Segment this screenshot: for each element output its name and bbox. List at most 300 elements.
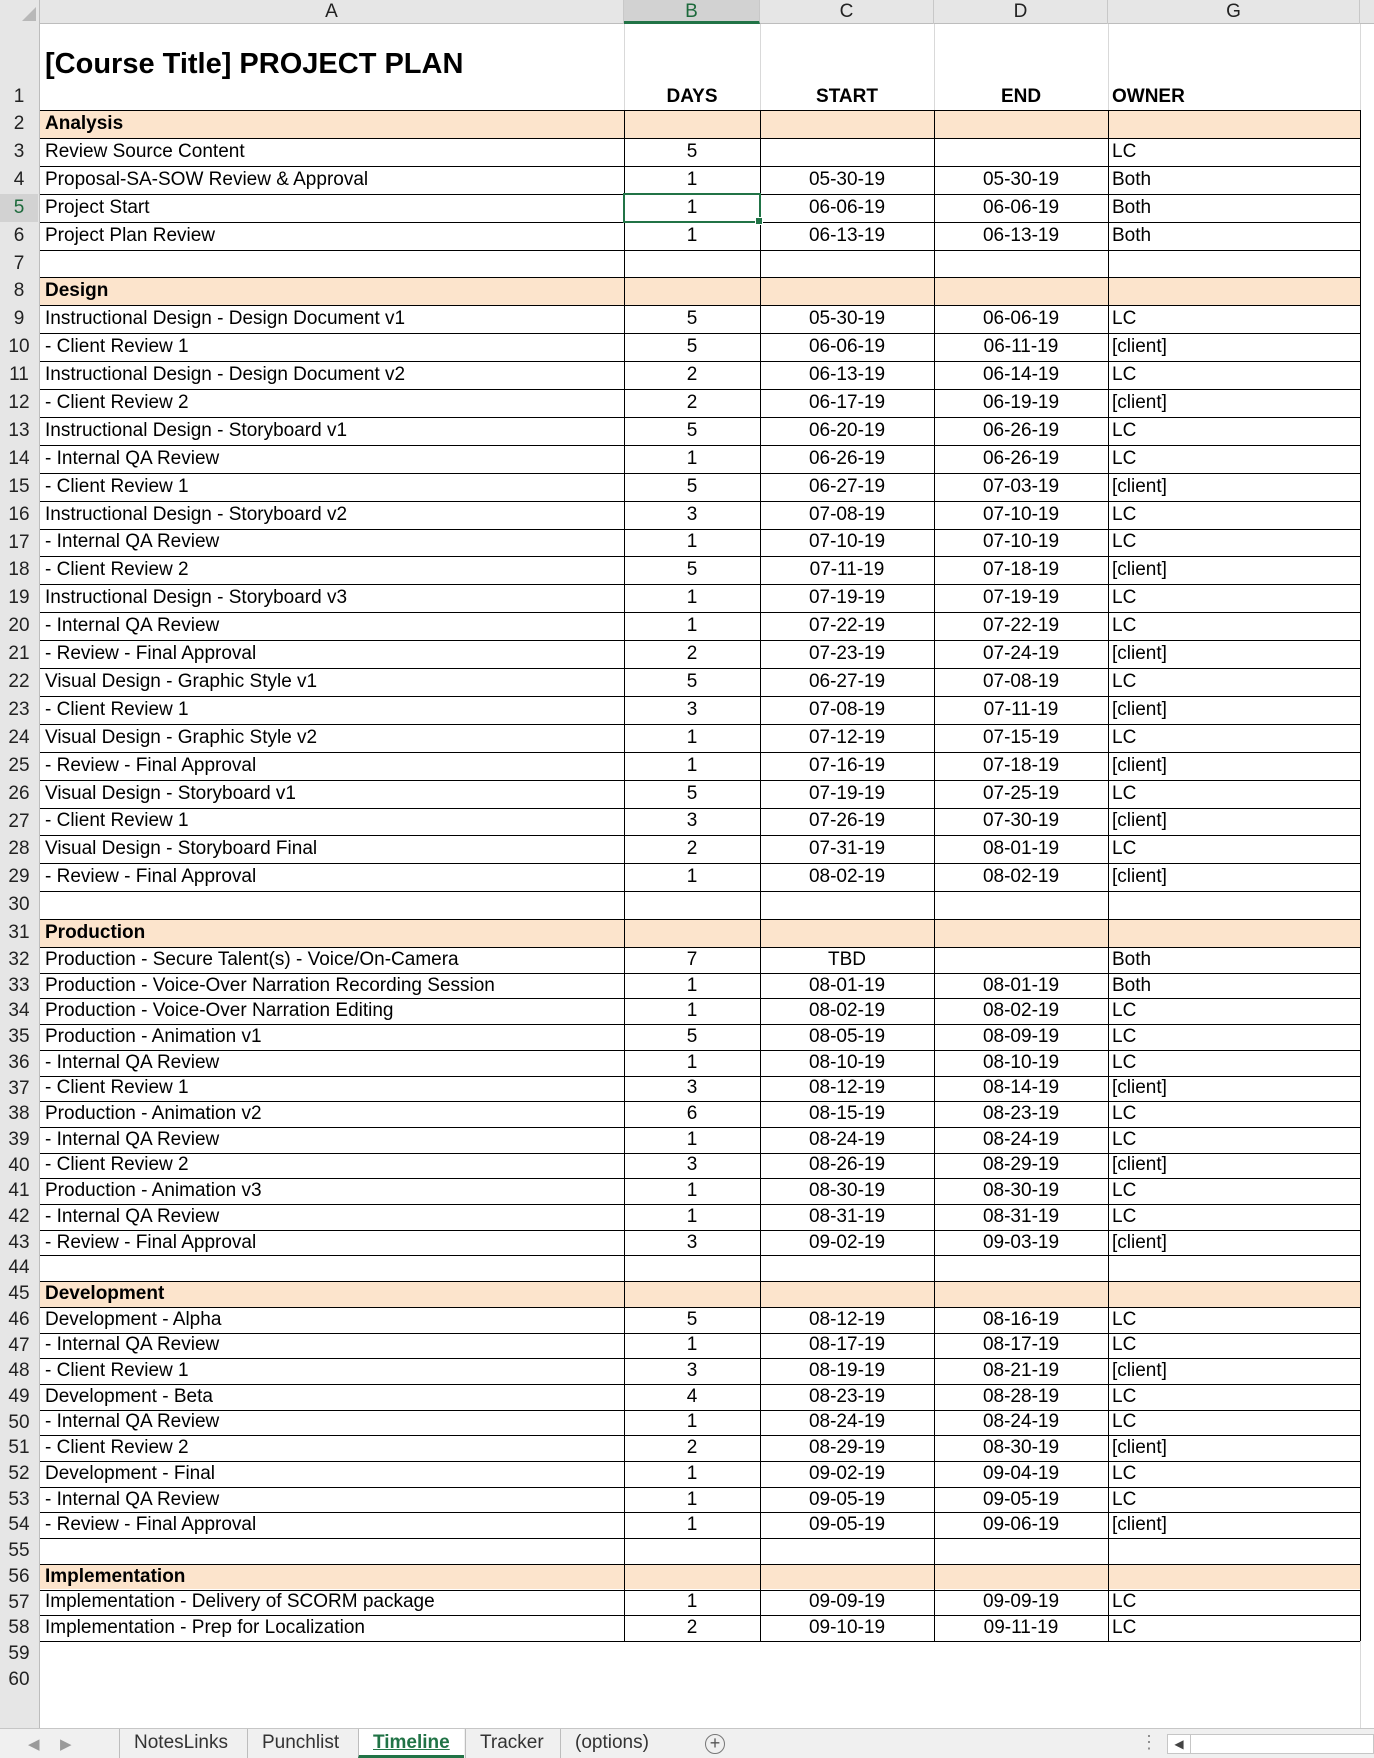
row-number[interactable]: 47 [8,1334,30,1356]
task-cell[interactable]: - Internal QA Review [45,1334,220,1356]
sheet-tab[interactable]: Punchlist [247,1729,353,1758]
task-cell[interactable]: - Review - Final Approval [45,754,257,776]
row-number[interactable]: 10 [8,336,30,358]
end-cell[interactable]: 06-06-19 [982,308,1060,330]
owner-cell[interactable]: [client] [1112,1360,1167,1382]
start-cell[interactable]: 06-17-19 [808,391,886,413]
row-number[interactable]: 21 [8,643,30,665]
days-cell[interactable]: 6 [686,1103,698,1125]
task-cell[interactable]: Development - Alpha [45,1308,222,1330]
task-cell[interactable]: Visual Design - Graphic Style v1 [45,670,318,692]
days-cell[interactable]: 1 [686,615,698,637]
owner-cell[interactable]: [client] [1112,1437,1167,1459]
row-number[interactable]: 37 [8,1077,30,1099]
end-cell[interactable]: 06-19-19 [982,391,1060,413]
start-cell[interactable]: 08-02-19 [808,1000,886,1022]
owner-cell[interactable]: LC [1112,1205,1137,1227]
task-cell[interactable]: - Client Review 2 [45,559,189,581]
row-number[interactable]: 28 [8,838,30,860]
scroll-first-sheet-icon[interactable]: ◀ [28,1736,40,1753]
task-cell[interactable]: - Client Review 2 [45,391,189,413]
end-cell[interactable]: 07-24-19 [982,643,1060,665]
days-cell[interactable]: 5 [686,782,698,804]
task-cell[interactable]: - Review - Final Approval [45,1514,257,1536]
row-number[interactable]: 44 [8,1257,30,1279]
row-number[interactable]: 57 [8,1591,30,1613]
owner-cell[interactable]: Both [1112,974,1152,996]
row-number[interactable]: 60 [8,1668,30,1690]
end-cell[interactable]: 06-06-19 [982,196,1060,218]
end-cell[interactable]: 06-13-19 [982,224,1060,246]
task-cell[interactable]: Visual Design - Storyboard v1 [45,782,296,804]
end-cell[interactable]: 07-08-19 [982,670,1060,692]
row-number[interactable]: 40 [8,1154,30,1176]
end-cell[interactable]: 07-03-19 [982,475,1060,497]
triangle-left-icon[interactable]: ◀ [1168,1735,1191,1753]
row-number[interactable]: 33 [8,974,30,996]
days-cell[interactable]: 5 [686,140,698,162]
start-cell[interactable]: 06-13-19 [808,224,886,246]
days-cell[interactable]: 1 [686,1128,698,1150]
owner-cell[interactable]: LC [1112,1025,1137,1047]
days-cell[interactable]: 1 [686,754,698,776]
task-cell[interactable]: Proposal-SA-SOW Review & Approval [45,168,369,190]
row-number[interactable]: 7 [13,252,25,274]
section-title[interactable]: Analysis [45,112,124,134]
sheet-tab[interactable]: Tracker [465,1729,558,1758]
task-cell[interactable]: Instructional Design - Storyboard v2 [45,503,348,525]
start-cell[interactable]: 05-30-19 [808,168,886,190]
row-number[interactable]: 50 [8,1411,30,1433]
owner-cell[interactable]: LC [1112,1488,1137,1510]
days-cell[interactable]: 1 [686,1514,698,1536]
end-cell[interactable]: 07-10-19 [982,503,1060,525]
end-cell[interactable]: 08-02-19 [982,1000,1060,1022]
days-cell[interactable]: 2 [686,1437,698,1459]
days-cell[interactable]: 1 [686,1180,698,1202]
row-number[interactable]: 32 [8,949,30,970]
days-cell[interactable]: 1 [686,1488,698,1510]
days-cell[interactable]: 2 [686,643,698,665]
column-header-d[interactable]: D [934,0,1108,24]
row-number[interactable]: 11 [9,364,29,386]
row-number[interactable]: 27 [8,810,30,832]
task-cell[interactable]: Project Start [45,196,150,218]
owner-cell[interactable]: LC [1112,531,1137,553]
days-cell[interactable]: 1 [686,587,698,609]
owner-cell[interactable]: LC [1112,1385,1137,1407]
row-number[interactable]: 52 [8,1463,30,1484]
task-cell[interactable]: Production - Voice-Over Narration Recording Session [45,974,495,996]
task-cell[interactable]: Instructional Design - Design Document v2 [45,364,406,386]
start-cell[interactable]: 08-29-19 [808,1437,886,1459]
task-cell[interactable]: - Client Review 1 [45,1360,189,1382]
days-cell[interactable]: 3 [686,1231,698,1253]
section-title[interactable]: Production [45,922,146,944]
owner-cell[interactable]: [client] [1112,643,1167,665]
start-cell[interactable]: 08-01-19 [808,974,886,996]
row-number[interactable]: 45 [8,1283,30,1305]
row-number[interactable]: 19 [8,587,30,609]
owner-cell[interactable]: LC [1112,1308,1137,1330]
owner-cell[interactable]: [client] [1112,336,1167,358]
days-cell[interactable]: 1 [686,1051,698,1073]
row-number[interactable]: 58 [8,1617,30,1639]
start-header[interactable]: START [816,86,878,107]
start-cell[interactable]: TBD [828,948,866,970]
start-cell[interactable]: 08-30-19 [808,1180,886,1202]
task-cell[interactable]: Development - Beta [45,1385,213,1407]
row-number[interactable]: 8 [13,280,25,302]
row-number[interactable]: 22 [8,671,30,692]
start-cell[interactable]: 06-06-19 [808,196,886,218]
row-number[interactable]: 55 [8,1540,30,1562]
row-number[interactable]: 9 [13,308,25,330]
owner-header[interactable]: OWNER [1112,86,1185,107]
start-cell[interactable]: 07-19-19 [808,782,886,804]
end-cell[interactable]: 05-30-19 [982,168,1060,190]
days-cell[interactable]: 5 [686,308,698,330]
start-cell[interactable]: 08-23-19 [808,1385,886,1407]
owner-cell[interactable]: [client] [1112,1077,1167,1099]
section-title[interactable]: Development [45,1282,165,1304]
start-cell[interactable]: 07-31-19 [808,838,886,860]
start-cell[interactable]: 06-06-19 [808,336,886,358]
end-cell[interactable] [934,138,1108,166]
row-number[interactable]: 51 [8,1437,30,1459]
owner-cell[interactable]: LC [1112,364,1137,386]
days-cell[interactable]: 3 [686,810,698,832]
days-cell[interactable]: 1 [686,1591,698,1613]
start-cell[interactable] [760,138,934,166]
owner-cell[interactable]: LC [1112,1128,1137,1150]
start-cell[interactable]: 08-19-19 [808,1360,886,1382]
column-header-c[interactable]: C [760,0,934,24]
owner-cell[interactable]: [client] [1112,475,1167,497]
end-cell[interactable]: 08-21-19 [982,1360,1060,1382]
task-cell[interactable]: Implementation - Delivery of SCORM package [45,1591,435,1613]
end-cell[interactable] [934,947,1108,973]
end-cell[interactable]: 08-23-19 [982,1103,1060,1125]
owner-cell[interactable]: LC [1112,782,1137,804]
start-cell[interactable]: 06-13-19 [808,364,886,386]
days-cell[interactable]: 3 [686,1077,698,1099]
end-cell[interactable]: 06-26-19 [982,447,1060,469]
owner-cell[interactable]: Both [1112,196,1152,218]
task-cell[interactable]: Instructional Design - Storyboard v1 [45,419,348,441]
task-cell[interactable]: Production - Voice-Over Narration Editing [45,1000,394,1022]
days-cell[interactable]: 1 [686,224,698,246]
end-cell[interactable]: 08-02-19 [982,866,1060,888]
owner-cell[interactable]: LC [1112,503,1137,525]
row-number[interactable]: 48 [8,1360,30,1382]
owner-cell[interactable]: LC [1112,1617,1137,1639]
active-cell-highlight[interactable] [623,193,761,223]
row-number[interactable]: 6 [13,224,25,246]
plus-circle-icon[interactable]: + [705,1734,725,1754]
row-number[interactable]: 49 [8,1385,30,1407]
end-cell[interactable]: 08-28-19 [982,1385,1060,1407]
row-number[interactable]: 59 [8,1642,30,1664]
days-cell[interactable]: 1 [686,447,698,469]
row-number[interactable]: 43 [8,1231,30,1253]
end-header[interactable]: END [1000,86,1042,107]
end-cell[interactable]: 06-11-19 [983,336,1059,358]
task-cell[interactable]: - Review - Final Approval [45,1231,257,1253]
start-cell[interactable]: 08-24-19 [808,1128,886,1150]
owner-cell[interactable]: LC [1112,1411,1137,1433]
owner-cell[interactable]: LC [1112,1591,1137,1613]
end-cell[interactable]: 07-10-19 [982,531,1060,553]
start-cell[interactable]: 08-12-19 [808,1308,886,1330]
start-cell[interactable]: 07-12-19 [808,726,886,748]
start-cell[interactable]: 06-26-19 [808,447,886,469]
owner-cell[interactable]: Both [1112,224,1152,246]
task-cell[interactable]: Production - Secure Talent(s) - Voice/On-Camera [45,948,459,970]
days-cell[interactable]: 3 [686,698,698,720]
days-cell[interactable]: 5 [686,1308,698,1330]
days-cell[interactable]: 1 [686,168,698,190]
days-cell[interactable]: 1 [686,1334,698,1356]
task-cell[interactable]: Instructional Design - Storyboard v3 [45,587,348,609]
row-number[interactable]: 29 [8,866,30,888]
row-number[interactable]: 42 [8,1206,30,1227]
start-cell[interactable]: 09-05-19 [808,1514,886,1536]
select-all-corner[interactable] [0,0,40,24]
days-cell[interactable]: 1 [686,726,698,748]
end-cell[interactable]: 08-31-19 [982,1205,1060,1227]
owner-cell[interactable]: [client] [1112,1154,1167,1176]
owner-cell[interactable]: LC [1112,670,1137,692]
row-number[interactable]: 53 [8,1488,30,1510]
days-cell[interactable]: 1 [686,531,698,553]
owner-cell[interactable]: LC [1112,1000,1137,1022]
days-cell[interactable]: 1 [686,196,698,218]
start-cell[interactable]: 06-27-19 [808,670,886,692]
owner-cell[interactable]: LC [1112,1103,1137,1125]
start-cell[interactable]: 05-30-19 [808,308,886,330]
row-number[interactable]: 26 [8,782,30,804]
start-cell[interactable]: 07-19-19 [808,587,886,609]
end-cell[interactable]: 07-30-19 [982,810,1060,832]
row-number[interactable]: 38 [8,1103,30,1125]
end-cell[interactable]: 07-15-19 [982,726,1060,748]
task-cell[interactable]: - Client Review 1 [45,810,189,832]
section-title[interactable]: Design [45,280,109,302]
end-cell[interactable]: 08-24-19 [982,1128,1060,1150]
row-number[interactable]: 5 [0,194,38,222]
end-cell[interactable]: 07-18-19 [982,559,1060,581]
task-cell[interactable]: Development - Final [45,1462,216,1484]
owner-cell[interactable]: LC [1112,1180,1137,1202]
task-cell[interactable]: - Internal QA Review [45,1205,220,1227]
end-cell[interactable]: 08-30-19 [982,1180,1060,1202]
task-cell[interactable]: Review Source Content [45,140,245,162]
days-cell[interactable]: 2 [686,364,698,386]
page-title[interactable]: [Course Title] PROJECT PLAN [45,48,464,80]
task-cell[interactable]: - Internal QA Review [45,1411,220,1433]
start-cell[interactable]: 07-22-19 [808,615,886,637]
task-cell[interactable]: - Client Review 1 [45,698,189,720]
start-cell[interactable]: 07-23-19 [808,643,886,665]
end-cell[interactable]: 09-05-19 [982,1488,1060,1510]
owner-cell[interactable]: LC [1112,1462,1137,1484]
days-cell[interactable]: 4 [686,1385,698,1407]
owner-cell[interactable]: LC [1112,1051,1137,1073]
row-number[interactable]: 39 [8,1128,30,1150]
row-number[interactable]: 35 [8,1026,30,1048]
start-cell[interactable]: 08-02-19 [808,866,886,888]
end-cell[interactable]: 07-19-19 [982,587,1060,609]
owner-cell[interactable]: LC [1112,726,1137,748]
section-title[interactable]: Implementation [45,1565,186,1587]
owner-cell[interactable]: [client] [1112,698,1167,720]
owner-cell[interactable]: [client] [1112,559,1167,581]
owner-cell[interactable]: [client] [1112,1231,1167,1253]
start-cell[interactable]: 08-26-19 [808,1154,886,1176]
end-cell[interactable]: 06-26-19 [982,419,1060,441]
row-number[interactable]: 20 [8,615,30,637]
row-number[interactable]: 16 [8,503,30,525]
start-cell[interactable]: 06-20-19 [808,419,886,441]
task-cell[interactable]: - Internal QA Review [45,615,220,637]
end-cell[interactable]: 08-01-19 [982,974,1060,996]
task-cell[interactable]: - Review - Final Approval [45,866,257,888]
end-cell[interactable]: 09-06-19 [982,1514,1060,1536]
row-number[interactable]: 56 [8,1565,30,1587]
row-number[interactable]: 34 [8,1000,30,1022]
scroll-next-sheet-icon[interactable]: ▶ [60,1736,72,1753]
days-cell[interactable]: 2 [686,838,698,860]
owner-cell[interactable]: LC [1112,838,1137,860]
task-cell[interactable]: - Internal QA Review [45,1128,220,1150]
row-number[interactable]: 3 [13,140,25,162]
task-cell[interactable]: Visual Design - Storyboard Final [45,838,318,860]
owner-cell[interactable]: [client] [1112,866,1167,888]
row-number[interactable]: 30 [8,894,30,916]
task-cell[interactable]: - Review - Final Approval [45,643,257,665]
row-number[interactable]: 23 [8,698,30,720]
end-cell[interactable]: 07-22-19 [982,615,1060,637]
column-header-a[interactable]: A [40,0,624,24]
row-number[interactable]: 46 [8,1308,30,1330]
days-cell[interactable]: 1 [686,1205,698,1227]
start-cell[interactable]: 08-31-19 [808,1205,886,1227]
owner-cell[interactable]: LC [1112,1334,1137,1356]
days-cell[interactable]: 7 [686,948,698,970]
row-number[interactable]: 4 [13,168,25,190]
start-cell[interactable]: 07-11-19 [809,559,885,581]
owner-cell[interactable]: LC [1112,615,1137,637]
days-cell[interactable]: 5 [686,670,698,692]
row-number[interactable]: 14 [8,447,30,469]
sheet-tab[interactable]: Timeline [358,1729,464,1758]
owner-cell[interactable]: Both [1112,948,1152,970]
owner-cell[interactable]: LC [1112,308,1137,330]
task-cell[interactable]: - Client Review 1 [45,336,189,358]
row-number[interactable]: 41 [8,1180,30,1202]
owner-cell[interactable]: LC [1112,587,1137,609]
end-cell[interactable]: 08-10-19 [982,1051,1060,1073]
owner-cell[interactable]: [client] [1112,810,1167,832]
start-cell[interactable]: 08-05-19 [808,1025,886,1047]
start-cell[interactable]: 09-02-19 [808,1231,886,1253]
task-cell[interactable]: - Client Review 2 [45,1154,189,1176]
start-cell[interactable]: 07-10-19 [808,531,886,553]
owner-cell[interactable]: [client] [1112,1514,1167,1536]
task-cell[interactable]: - Client Review 1 [45,475,189,497]
task-cell[interactable]: - Internal QA Review [45,531,220,553]
start-cell[interactable]: 07-26-19 [808,810,886,832]
row-number[interactable]: 1 [13,86,25,107]
start-cell[interactable]: 07-08-19 [808,698,886,720]
end-cell[interactable]: 08-16-19 [982,1308,1060,1330]
days-cell[interactable]: 1 [686,974,698,996]
end-cell[interactable]: 08-30-19 [982,1437,1060,1459]
start-cell[interactable]: 08-15-19 [808,1103,886,1125]
task-cell[interactable]: - Internal QA Review [45,1488,220,1510]
task-cell[interactable]: - Client Review 1 [45,1077,189,1099]
task-cell[interactable]: Instructional Design - Design Document v1 [45,308,406,330]
days-cell[interactable]: 1 [686,1000,698,1022]
sheet-tab[interactable]: NotesLinks [119,1729,242,1758]
start-cell[interactable]: 09-10-19 [808,1617,886,1639]
start-cell[interactable]: 09-02-19 [808,1462,886,1484]
end-cell[interactable]: 07-11-19 [983,698,1059,720]
task-cell[interactable]: - Client Review 2 [45,1437,189,1459]
task-cell[interactable]: Project Plan Review [45,224,216,246]
vertical-dots-icon[interactable]: ⋮ [1140,1732,1158,1752]
task-cell[interactable]: - Internal QA Review [45,1051,220,1073]
end-cell[interactable]: 08-29-19 [982,1154,1060,1176]
row-number[interactable]: 2 [13,113,25,134]
end-cell[interactable]: 07-18-19 [982,754,1060,776]
sheet-tab[interactable]: (options) [560,1729,663,1758]
end-cell[interactable]: 09-04-19 [982,1462,1060,1484]
end-cell[interactable]: 09-09-19 [982,1591,1060,1613]
row-number[interactable]: 17 [8,531,30,553]
start-cell[interactable]: 07-16-19 [808,754,886,776]
task-cell[interactable]: Production - Animation v1 [45,1025,262,1047]
days-cell[interactable]: 5 [686,475,698,497]
days-cell[interactable]: 1 [686,866,698,888]
row-number[interactable]: 36 [8,1051,30,1073]
days-cell[interactable]: 5 [686,336,698,358]
days-header[interactable]: DAYS [666,86,718,107]
row-number[interactable]: 13 [8,419,30,441]
start-cell[interactable]: 07-08-19 [808,503,886,525]
task-cell[interactable]: Implementation - Prep for Localization [45,1617,365,1639]
task-cell[interactable]: Visual Design - Graphic Style v2 [45,726,318,748]
end-cell[interactable]: 08-17-19 [982,1334,1060,1356]
days-cell[interactable]: 3 [686,1360,698,1382]
end-cell[interactable]: 08-24-19 [982,1411,1060,1433]
owner-cell[interactable]: LC [1112,419,1137,441]
days-cell[interactable]: 3 [686,503,698,525]
row-number[interactable]: 18 [8,559,30,581]
owner-cell[interactable]: LC [1112,447,1137,469]
start-cell[interactable]: 08-24-19 [808,1411,886,1433]
start-cell[interactable]: 08-10-19 [808,1051,886,1073]
start-cell[interactable]: 06-27-19 [808,475,886,497]
end-cell[interactable]: 08-01-19 [982,838,1060,860]
days-cell[interactable]: 5 [686,419,698,441]
task-cell[interactable]: Production - Animation v3 [45,1180,262,1202]
owner-cell[interactable]: LC [1112,140,1137,162]
row-number[interactable]: 12 [8,392,30,413]
row-number[interactable]: 31 [8,922,30,944]
days-cell[interactable]: 2 [686,1617,698,1639]
